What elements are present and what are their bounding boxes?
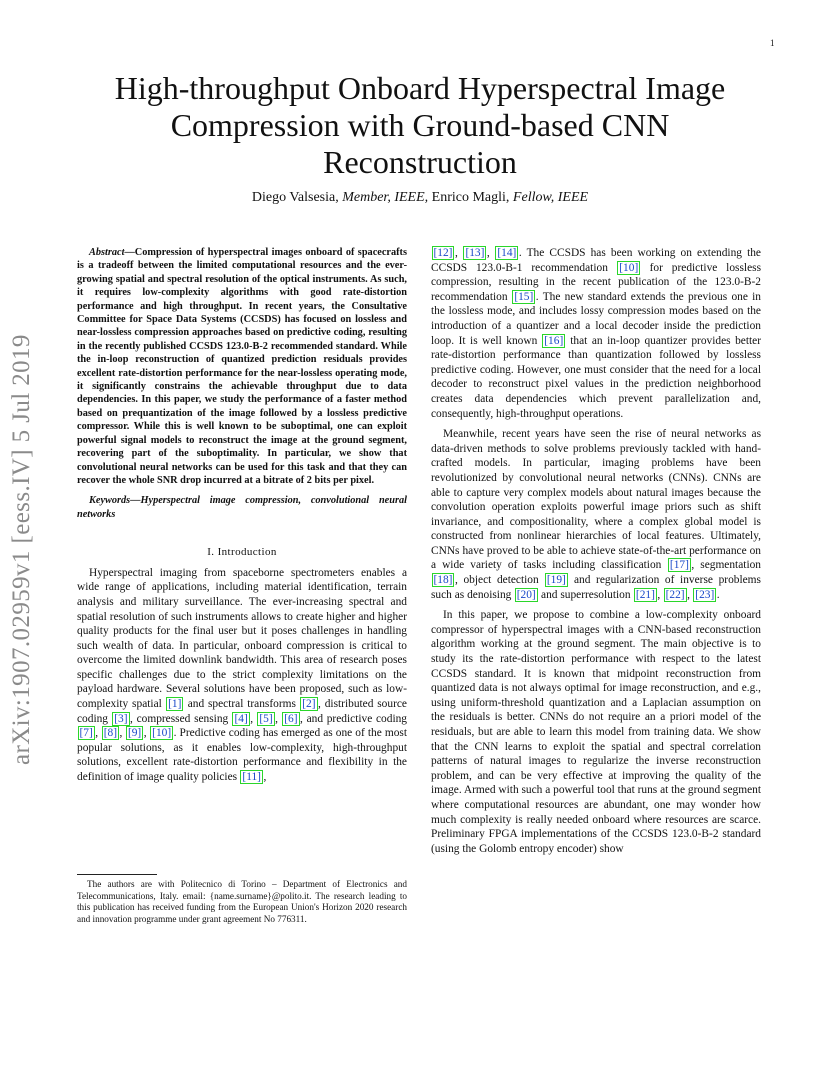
author-name: Diego Valsesia,: [251, 190, 339, 205]
keywords: [77, 494, 407, 521]
citation-link[interactable]: [15]: [514, 290, 534, 303]
body-paragraph: [431, 427, 761, 602]
citation-link[interactable]: [17]: [669, 559, 689, 572]
citation-link[interactable]: [22]: [665, 588, 685, 601]
body-text: ,: [454, 247, 463, 259]
body-text: ,: [143, 727, 150, 740]
paper-title: High-throughput Onboard Hyperspectral Image Compression with Ground-based CNN Reconstruction: [114, 70, 726, 180]
body-text: and superresolution: [538, 588, 634, 601]
body-text: and regularization of inverse problems such as denoising: [431, 574, 761, 601]
footnote: [77, 874, 407, 925]
page-number: 1: [770, 38, 775, 48]
body-text: . The CCSDS has been working on extending the CCSDS 123.0-B-1 recommendation: [431, 247, 761, 274]
body-text: ,: [95, 727, 102, 740]
citation-link[interactable]: [16]: [544, 334, 564, 347]
body-paragraph: In this paper, we propose to combine a low-complexity onboard compressor of hyperspectral images with a CNN-based reconstruction algorithm working at the ground segment. The main objective is to study its the rate-distortion performance with respect to the latest CCSDS standard. It is known that midpoint reconstruction from quantized data is not always optimal for image reconstruction, and e.g., using uniform-threshold quantization and a Laplacian assumption on the residuals is better. CNNs do not require an a priori model of the residuals, but are able to learn this model from training data. We show that the CNN learns to exploit the spatial and spectral correlation patterns of natural images to regularize the inverse reconstruction problem, and can be very effective at improving the quality of the image. Armed with such a powerful tool that runs at the ground segment where computational resources are abundant, one may wonder how much complexity is really needed onboard where resources are scarce. Preliminary FPGA implementations of the CCSDS 123.0-B-2 standard (using the Golomb entropy encoder) show: [431, 609, 761, 855]
body-text: that an in-loop quantizer provides better rate-distortion performance than quantization followed by lossless predictive coding. However, one must consider that the need for a local decoder to reconstruct pixel values in the prediction neighborhood creates data dependencies which prevent parallelization and, consequently, high-throughput operations.: [431, 334, 761, 420]
body-text: and spectral transforms: [183, 698, 300, 711]
author-name: Enrico Magli,: [431, 190, 510, 205]
citation-link[interactable]: [1]: [168, 698, 182, 711]
body-text: . The new standard extends the previous one in the lossless mode, and includes lossy compression modes based on the introduction of a quantizer and a local decoder inside the prediction loop. It is well known: [431, 290, 762, 347]
body-text: ,: [119, 727, 126, 740]
body-text: for predictive lossless compression, resulting in the recent publication of the 123.0-B-2 recommendation: [431, 261, 761, 303]
body-text: , distributed source coding: [77, 698, 407, 725]
body-text: ,: [275, 712, 282, 725]
body-text: , segmentation: [691, 559, 761, 572]
keywords-text: —Hyperspectral image compression, convolutional neural networks: [77, 495, 407, 520]
citation-link[interactable]: [14]: [497, 247, 517, 259]
citation-link[interactable]: [10]: [619, 261, 639, 274]
footnote-text: The authors are with Politecnico di Torino – Department of Electronics and Telecommunications, Italy. email: {name.surname}@polito.it. The research leading to this publication has received funding from the European Union's Horizon 2020 research and innovation programme under grant agreement No 776311.: [77, 879, 407, 924]
arxiv-identifier: arXiv:1907.02959v1 [eess.IV] 5 Jul 2019: [8, 334, 35, 765]
citation-link[interactable]: [23]: [695, 588, 715, 601]
body-text: , and predictive coding: [300, 712, 407, 725]
intro-paragraph: [77, 566, 407, 785]
citation-link[interactable]: [7]: [79, 727, 93, 740]
right-column: [431, 246, 761, 856]
body-text: , object detection: [454, 574, 545, 587]
citation-link[interactable]: [10]: [152, 727, 172, 740]
author-affiliation: Member, IEEE,: [342, 190, 429, 205]
citation-link[interactable]: [12]: [433, 247, 453, 259]
citation-link[interactable]: [6]: [284, 712, 298, 725]
citation-link[interactable]: [21]: [635, 588, 655, 601]
citation-link[interactable]: [5]: [259, 712, 273, 725]
body-text: Hyperspectral imaging from spaceborne spectrometers enables a wide range of applications, including material identification, terrain analysis and military surveillance. The ever-increasing spectral and spatial resolution of such instruments allows to create higher and higher quality products for the final user but it poses challenges in handling such wealth of data. In particular, onboard compression is critical to overcome the limited downlink bandwidth. This area of research poses specific challenges due to the strict complexity limitations on the payload hardware. Several solutions have been proposed, such as low-complexity spatial: [77, 566, 407, 711]
body-text: ,: [263, 771, 267, 784]
footnote-rule: [77, 874, 157, 875]
body-text: Meanwhile, recent years have seen the rise of neural networks as data-driven methods to solve problems previously tackled with hand-crafted models. In particular, imaging problems have been revolutionized by convolutional neural networks (CNNs). CNNs are able to capture very complex models about natural images because the convolution operation exploits powerful image priors such as shift invariance, and compositionality, where a complex global model is constructed from nonlinear hierarchies of local features. Ultimately, CNNs have proved to be able to achieve state-of-the-art performance on a wide variety of tasks including classification: [431, 428, 761, 572]
citation-link[interactable]: [2]: [302, 698, 316, 711]
citation-link[interactable]: [8]: [103, 727, 118, 740]
section-heading-introduction: I. Introduction: [207, 546, 277, 559]
body-text: , compressed sensing: [130, 712, 232, 725]
citation-link[interactable]: [13]: [465, 247, 485, 259]
left-column: [77, 246, 407, 785]
abstract-text: —Compression of hyperspectral images onboard of spacecrafts is a tradeoff between the limited computational resources and the ever-growing spatial and spectral resolution of the optical instruments. As such, it requires low-complexity algorithms with good rate-distortion performance and high throughput. In recent years, the Consultative Committee for Space Data Systems (CCSDS) has focused on lossless and near-lossless compression approaches based on predictive coding, resulting in the recently published CCSDS 123.0-B-2 recommended standard. While the in-loop reconstruction of quantized prediction residuals provides excellent rate-distortion performance for the near-lossless operating mode, it significantly constrains the achievable throughput due to data dependencies. In this paper, we study the performance of a faster method based on prequantization of the image followed by a lossless predictive compressor. While this is well known to be suboptimal, one can exploit powerful signal models to reconstruct the image at the ground segment, recovering part of the suboptimality. In particular, we show that convolutional neural networks can be used for this task and that they can recover the whole SNR drop incurred at a bitrate of 2 bits per pixel.: [77, 247, 407, 486]
citation-link[interactable]: [20]: [516, 588, 536, 601]
body-text: ,: [486, 247, 495, 259]
abstract-label: Abstract: [89, 247, 125, 258]
citation-link[interactable]: [19]: [546, 574, 566, 587]
body-paragraph: [431, 246, 761, 421]
citation-link[interactable]: [9]: [127, 727, 142, 740]
citation-link[interactable]: [4]: [234, 712, 248, 725]
body-text: ,: [657, 588, 664, 601]
body-text: .: [716, 588, 720, 601]
citation-link[interactable]: [18]: [433, 574, 453, 587]
citation-link[interactable]: [11]: [242, 771, 261, 784]
author-line: [90, 190, 750, 206]
abstract: [77, 246, 407, 487]
body-text: ,: [250, 712, 257, 725]
author-affiliation: Fellow, IEEE: [512, 190, 589, 205]
body-text: . Predictive coding has emerged as one of the most popular solutions, as it enables low-complexity, high-throughput solutions, excellent rate-distortion performance and flexibility in the definition of image quality policies: [77, 727, 407, 784]
citation-link[interactable]: [3]: [114, 712, 128, 725]
body-text: ,: [687, 588, 693, 601]
keywords-label: Keywords: [89, 495, 131, 507]
